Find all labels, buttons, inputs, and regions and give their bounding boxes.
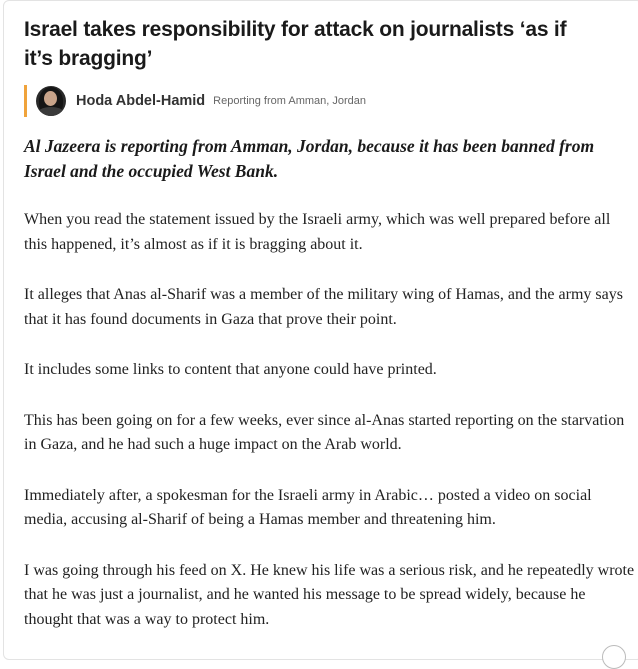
lead-paragraph: Al Jazeera is reporting from Amman, Jordan, because it has been banned from Israel and the occupied West Bank.: [24, 136, 595, 181]
reporting-location: Reporting from Amman, Jordan: [213, 95, 367, 107]
author-accent-bar: [24, 85, 27, 117]
byline: [24, 85, 366, 117]
paragraph-3: It includes some links to content that anyone could have printed.: [24, 361, 437, 378]
paragraph-2: It alleges that Anas al-Sharif was a member of the military wing of Hamas, and the army says that it has found documents in Gaza that prove their point.: [24, 286, 623, 328]
avatar-face: [44, 91, 57, 106]
paragraph-5: Immediately after, a spokesman for the Israeli army in Arabic… posted a video on social media, accusing al-Sharif of being a Hamas member and threatening him.: [24, 486, 592, 528]
avatar-shoulders: [37, 107, 65, 116]
paragraph-4: This has been going on for a few weeks, ever since al-Anas started reporting on the starvation in Gaza, and he had such a huge impact on the Arab world.: [24, 411, 625, 453]
paragraph-1: When you read the statement issued by the Israeli army, which was well prepared before all this happened, it’s almost as if it is bragging about it.: [24, 211, 611, 253]
share-button[interactable]: [602, 645, 626, 669]
live-update-card: [3, 0, 638, 660]
author-name[interactable]: Hoda Abdel-Hamid: [76, 93, 206, 109]
headline[interactable]: Israel takes responsibility for attack on journalists ‘as if it’s bragging’: [24, 18, 567, 70]
paragraph-6: I was going through his feed on X. He knew his life was a serious risk, and he repeatedly wrote that he was just a journalist, and he wanted his message to be spread widely, because he thought that was a way to protect him.: [24, 561, 635, 628]
article-body: [24, 134, 636, 658]
author-avatar[interactable]: [36, 86, 66, 116]
